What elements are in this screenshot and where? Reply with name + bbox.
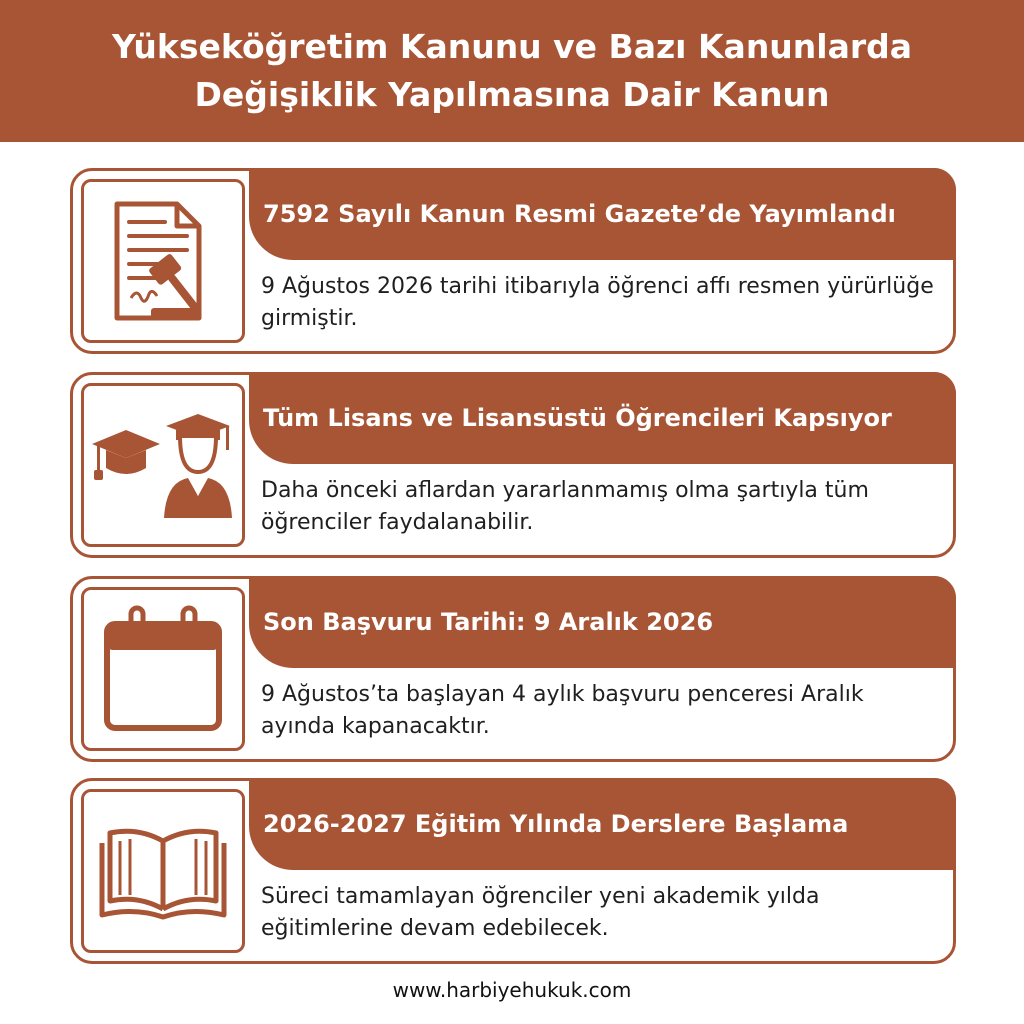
info-card-law-published [70, 168, 956, 354]
graduation-student-icon [88, 410, 238, 520]
page-title: Yükseköğretim Kanunu ve Bazı Kanunlarda Değişiklik Yapılmasına Dair Kanun [111, 27, 913, 114]
card-icon-frame [81, 587, 245, 751]
card-title: Son Başvuru Tarihi: 9 Aralık 2026 [249, 576, 956, 668]
card-title: 2026-2027 Eğitim Yılında Derslere Başlama [249, 778, 956, 870]
website-link[interactable]: www.harbiyehukuk.com [392, 978, 632, 1002]
info-card-scope [70, 372, 956, 558]
card-icon-frame [81, 383, 245, 547]
header-banner [0, 0, 1024, 142]
card-description: 9 Ağustos’ta başlayan 4 aylık başvuru penceresi Aralık ayında kapanacaktır. [261, 682, 864, 739]
card-icon-frame [81, 789, 245, 953]
open-book-icon [98, 821, 228, 921]
card-title: 7592 Sayılı Kanun Resmi Gazete’de Yayımlandı [249, 168, 956, 260]
info-card-classes-start [70, 778, 956, 964]
card-description: Daha önceki aflardan yararlanmamış olma şartıyla tüm öğrenciler faydalanabilir. [261, 478, 869, 535]
card-icon-frame [81, 179, 245, 343]
card-title: Tüm Lisans ve Lisansüstü Öğrencileri Kapsıyor [249, 372, 956, 464]
card-description: Süreci tamamlayan öğrenciler yeni akademik yılda eğitimlerine devam edebilecek. [261, 884, 820, 941]
document-gavel-icon [103, 196, 223, 326]
info-card-deadline [70, 576, 956, 762]
calendar-icon [101, 604, 225, 734]
card-description: 9 Ağustos 2026 tarihi itibarıyla öğrenci affı resmen yürürlüğe girmiştir. [261, 274, 934, 331]
